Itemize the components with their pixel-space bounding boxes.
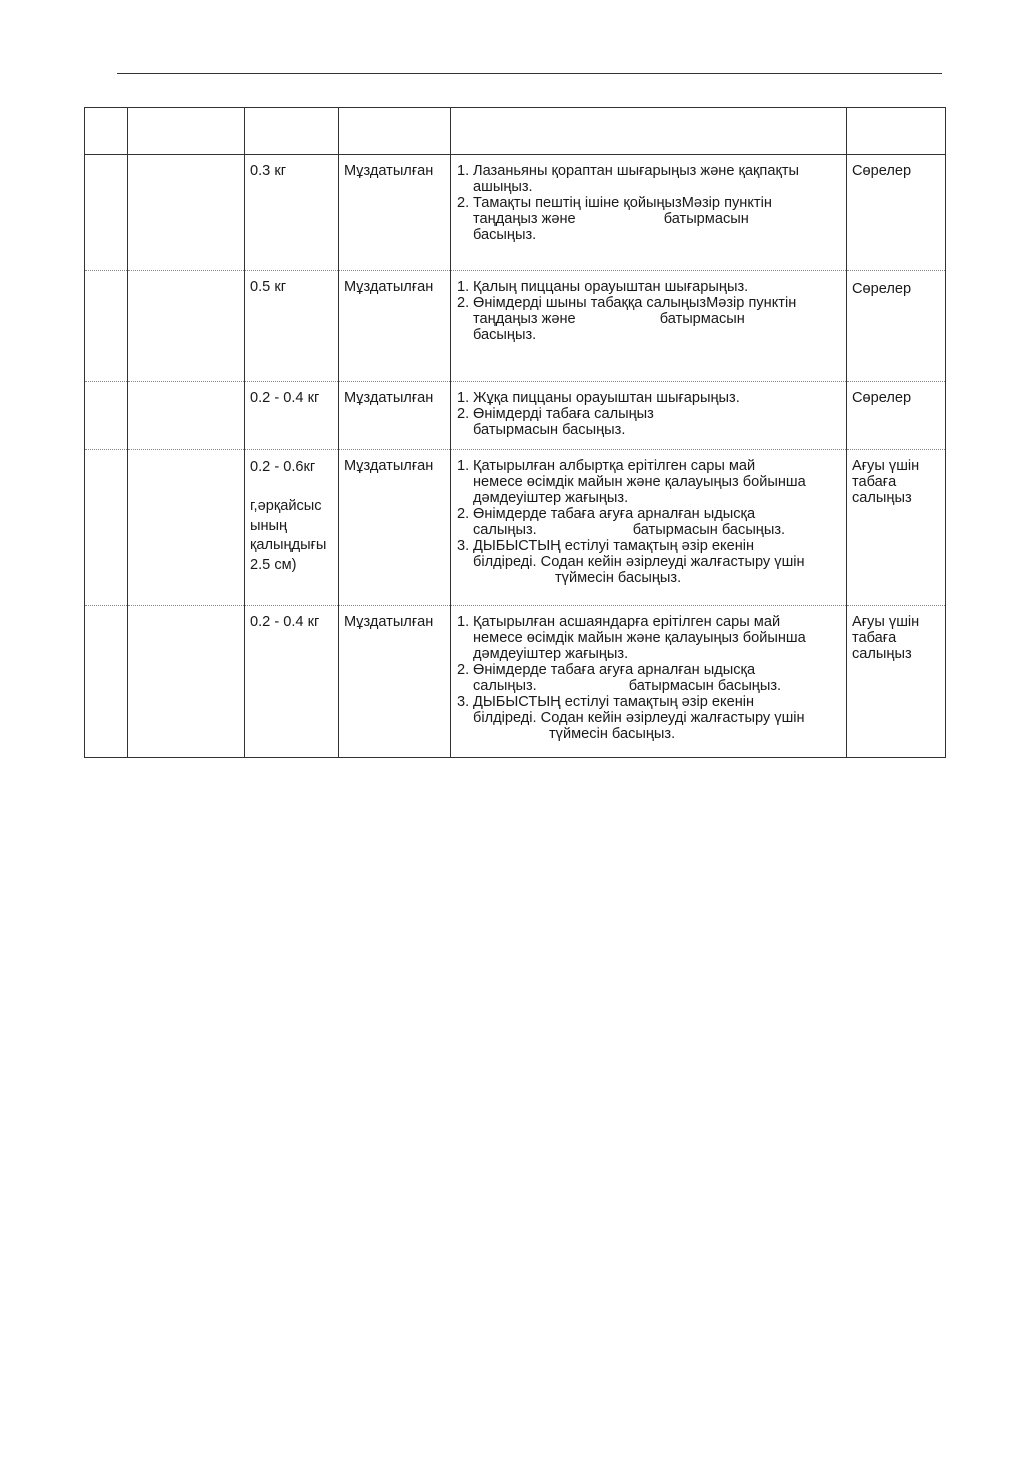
code-cell xyxy=(85,155,128,271)
code-cell xyxy=(85,382,128,450)
food-cell xyxy=(128,382,245,450)
code-cell xyxy=(85,271,128,382)
step-item: 2. Өнімдерде табаға ағуға арналған ыдысқа салыңыз. батырмасын басыңыз. xyxy=(457,662,782,694)
accessory-cell: Сөрелер xyxy=(847,155,946,271)
state-cell: Мұздатылған xyxy=(339,155,451,271)
header-rule xyxy=(117,73,942,74)
accessory-cell: Ағуы үшін табаға салыңыз xyxy=(847,606,946,758)
instructions-cell xyxy=(451,271,847,382)
step-item: 1. Жұқа пиццаны орауыштан шығарыңыз. xyxy=(457,390,740,406)
weight-cell: 0.2 - 0.6кг г,әрқайсыс ының қалыңдығы 2.5 см) xyxy=(245,450,339,606)
table-row xyxy=(85,606,946,758)
table-row xyxy=(85,155,946,271)
food-cell xyxy=(128,450,245,606)
step-item: 2. Өнімдерді шыны табаққа салыңызМәзір пунктін таңдаңыз және батырмасын басыңыз. xyxy=(457,295,797,343)
state-cell: Мұздатылған xyxy=(339,450,451,606)
instructions-cell xyxy=(451,606,847,758)
step-item: 2. Тамақты пештің ішіне қойыңызМәзір пунктін таңдаңыз және батырмасын басыңыз. xyxy=(457,195,772,243)
code-cell xyxy=(85,606,128,758)
step-item: 3. ДЫБЫСТЫҢ естілуі тамақтың әзір екенін білдіреді. Содан кейін әзірлеуді жалғастыру үшін түймесін басыңыз. xyxy=(457,538,805,586)
accessory-cell: Сөрелер xyxy=(847,271,946,382)
table-row xyxy=(85,382,946,450)
state-cell: Мұздатылған xyxy=(339,382,451,450)
step-item: 1. Қалың пиццаны орауыштан шығарыңыз. xyxy=(457,279,749,295)
weight-cell: 0.3 кг xyxy=(245,155,339,271)
food-cell xyxy=(128,155,245,271)
header-cell-weight xyxy=(245,108,339,155)
code-cell xyxy=(85,450,128,606)
state-cell: Мұздатылған xyxy=(339,606,451,758)
step-item: 1. Қатырылған асшаяндарға ерітілген сары май немесе өсімдік майын және қалауыңыз бойынша дәмдеуіштер жағыңыз. xyxy=(457,614,806,662)
instructions-cell xyxy=(451,382,847,450)
weight-cell: 0.5 кг xyxy=(245,271,339,382)
header-cell-instructions xyxy=(451,108,847,155)
accessory-cell: Сөрелер xyxy=(847,382,946,450)
step-item: 1. Лазаньяны қораптан шығарыңыз және қақпақты ашыңыз. xyxy=(457,163,800,195)
table-header-row xyxy=(85,108,946,155)
header-cell-accessory xyxy=(847,108,946,155)
auto-cook-table xyxy=(84,107,946,758)
weight-cell: 0.2 - 0.4 кг xyxy=(245,606,339,758)
food-cell xyxy=(128,606,245,758)
instructions-cell xyxy=(451,155,847,271)
step-item: 3. ДЫБЫСТЫҢ естілуі тамақтың әзір екенін білдіреді. Содан кейін әзірлеуді жалғастыру үшін түймесін басыңыз. xyxy=(457,694,805,742)
food-cell xyxy=(128,271,245,382)
weight-cell: 0.2 - 0.4 кг xyxy=(245,382,339,450)
state-cell: Мұздатылған xyxy=(339,271,451,382)
header-cell-code xyxy=(85,108,128,155)
instructions-cell xyxy=(451,450,847,606)
table-row xyxy=(85,271,946,382)
step-item: 2. Өнімдерде табаға ағуға арналған ыдысқа салыңыз. батырмасын басыңыз. xyxy=(457,506,786,538)
step-item: 2. Өнімдерді табаға салыңыз батырмасын басыңыз. xyxy=(457,406,654,438)
table-row xyxy=(85,450,946,606)
header-cell-state xyxy=(339,108,451,155)
step-item: 1. Қатырылған албыртқа ерітілген сары май немесе өсімдік майын және қалауыңыз бойынша дәмдеуіштер жағыңыз. xyxy=(457,458,806,506)
accessory-cell: Ағуы үшін табаға салыңыз xyxy=(847,450,946,606)
header-cell-food xyxy=(128,108,245,155)
